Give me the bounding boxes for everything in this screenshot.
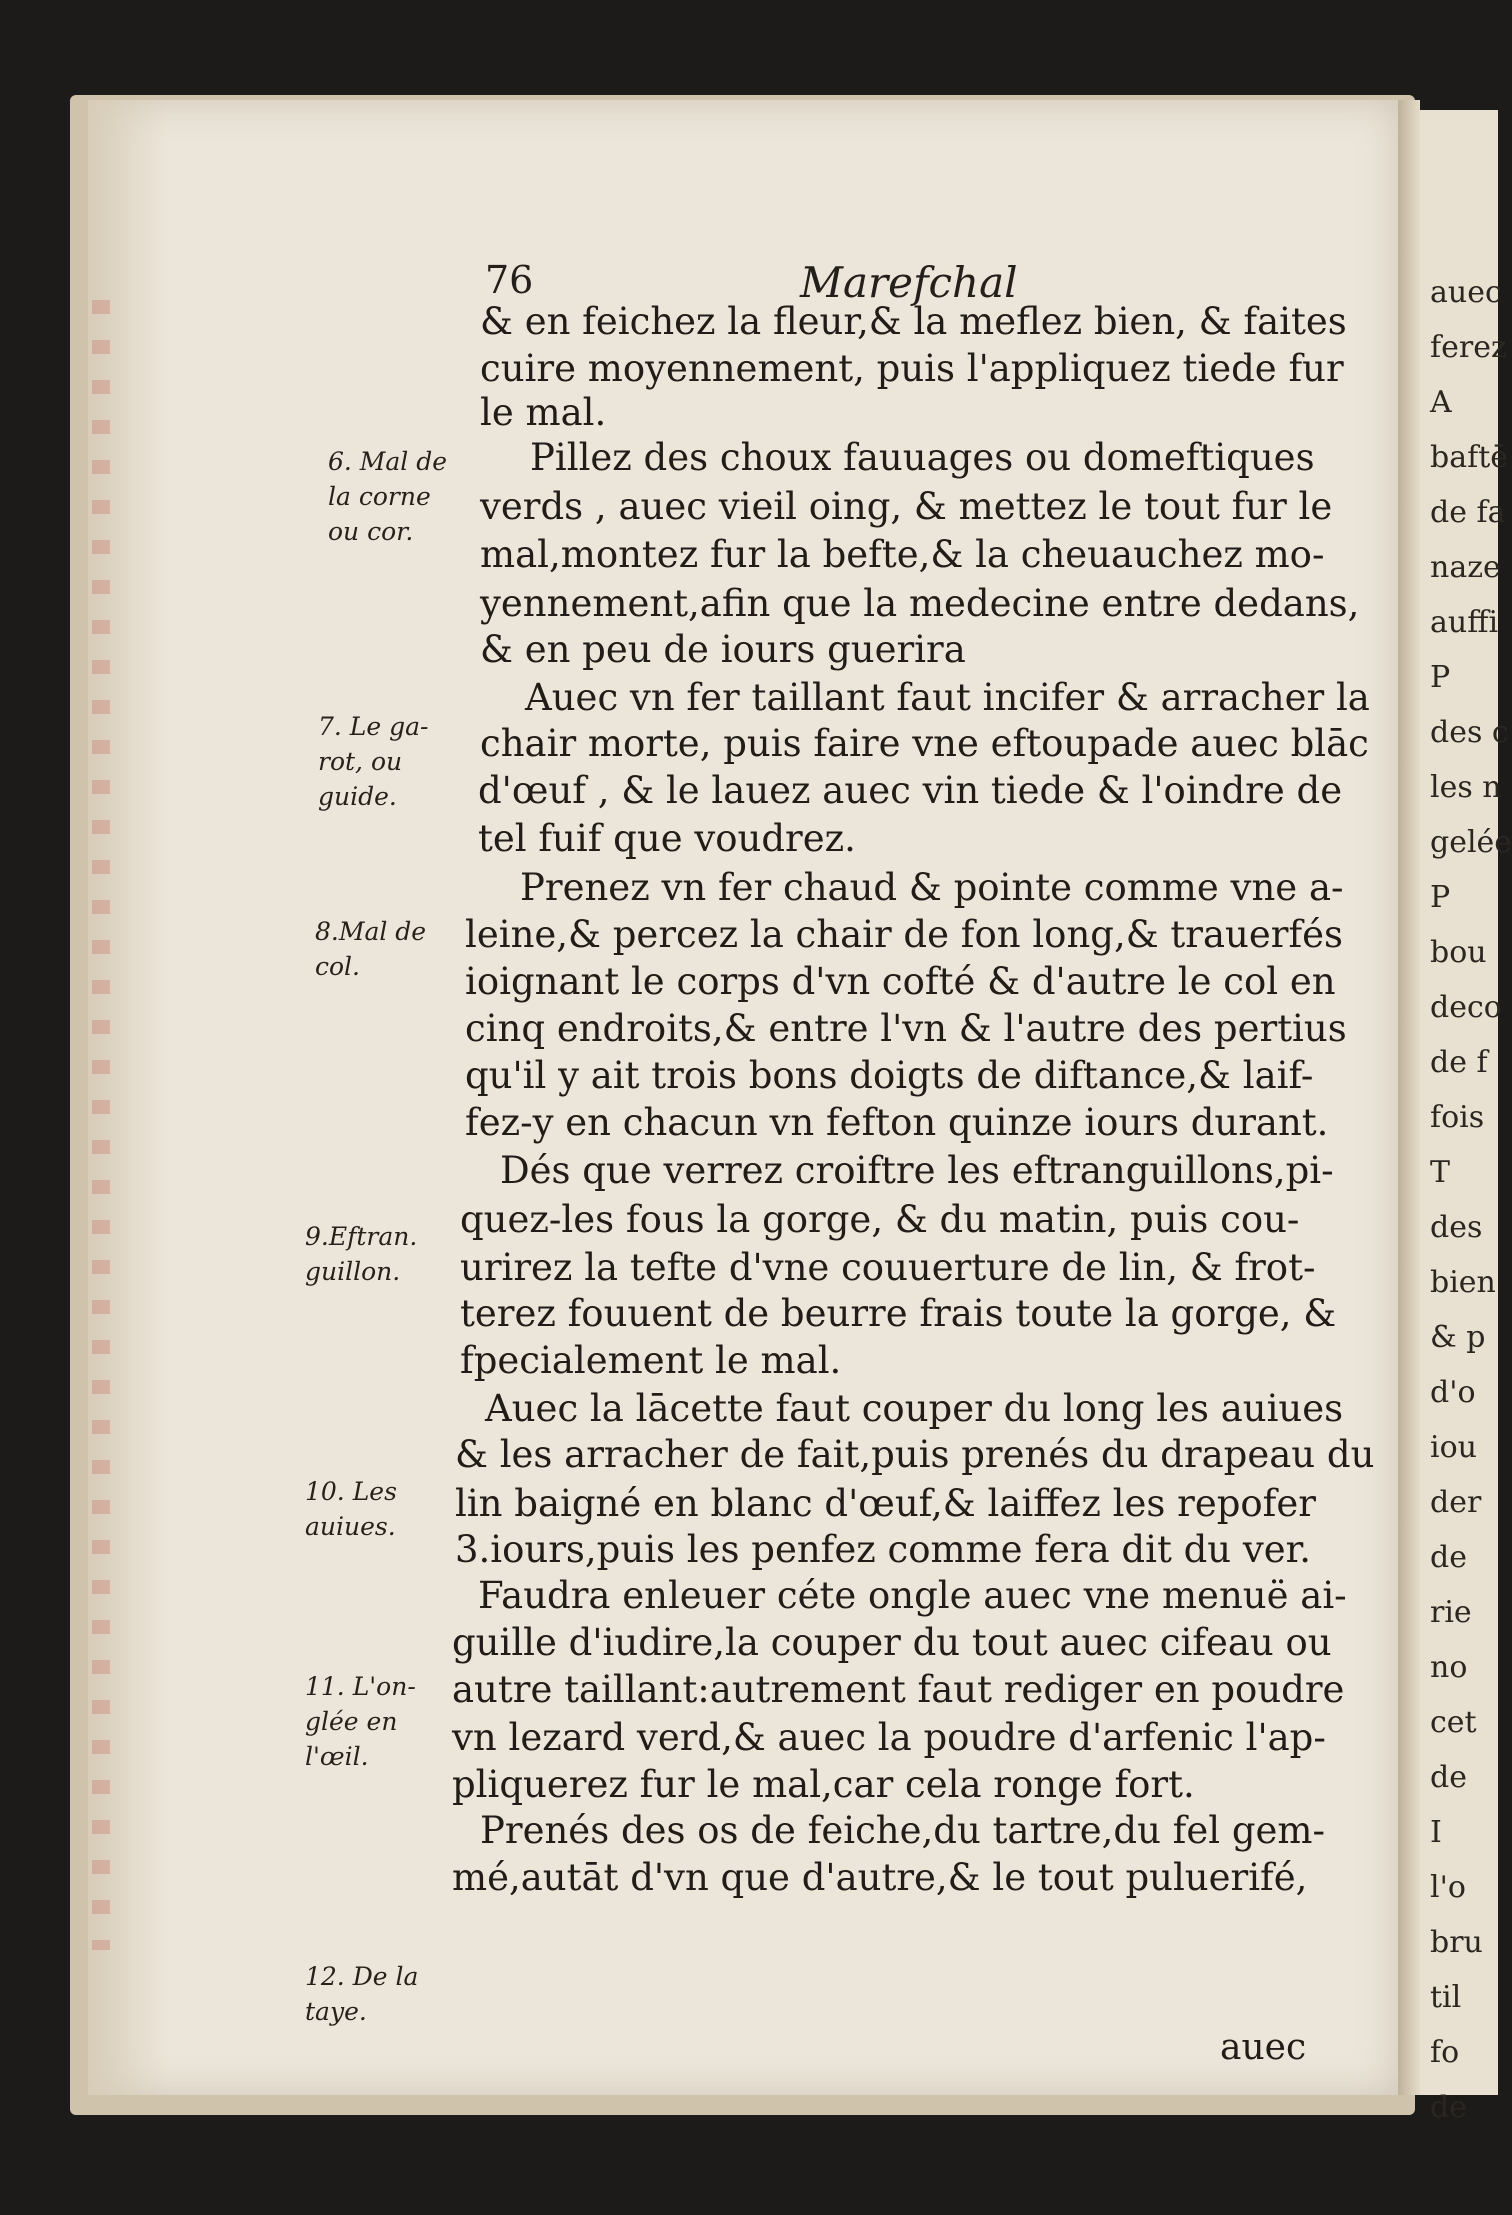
text-line: autre taillant:autrement faut rediger en poudre — [452, 1668, 1345, 1712]
next-page-text: & p — [1430, 1320, 1486, 1355]
next-page-text: l'o — [1430, 1870, 1466, 1905]
next-page-text: ferez — [1430, 330, 1507, 365]
next-page-text: de fa — [1430, 495, 1506, 530]
text-line: Prenez vn fer chaud & pointe comme vne a- — [520, 865, 1344, 909]
next-page-text: baftē — [1430, 440, 1509, 475]
next-page-text: deco — [1430, 990, 1502, 1025]
next-page-text: der — [1430, 1485, 1482, 1520]
margin-note: la corne — [328, 482, 431, 511]
margin-note: auiues. — [305, 1512, 396, 1541]
text-line: yennement,afin que la medecine entre dedans, — [480, 581, 1360, 625]
next-page-text: auec — [1430, 275, 1502, 310]
next-page-text: de — [1430, 2090, 1467, 2125]
margin-note: guide. — [318, 782, 397, 811]
text-line: 3.iours,puis les penfez comme fera dit du ver. — [455, 1527, 1312, 1571]
margin-note: 10. Les — [305, 1477, 397, 1506]
next-page-text: A — [1430, 385, 1452, 420]
text-line: Auec vn fer taillant faut incifer & arracher la — [525, 675, 1370, 719]
text-line: pliquerez fur le mal,car cela ronge fort. — [452, 1762, 1195, 1806]
next-page-text: I — [1430, 1815, 1442, 1850]
text-line: Pillez des choux fauuages ou domeftiques — [530, 436, 1315, 480]
next-page-text: no — [1430, 1650, 1468, 1685]
next-page-text: les n — [1430, 770, 1502, 805]
text-line: vn lezard verd,& auec la poudre d'arfenic l'ap- — [452, 1715, 1326, 1759]
text-line: qu'il y ait trois bons doigts de diftance,& laif- — [465, 1054, 1314, 1098]
text-line: & les arracher de fait,puis prenés du drapeau du — [455, 1433, 1375, 1477]
text-line: & en peu de iours guerira — [480, 628, 966, 672]
next-page-text: fo — [1430, 2035, 1460, 2070]
next-page-text: iou — [1430, 1430, 1477, 1465]
text-line: mal,montez fur la befte,& la cheuauchez mo- — [480, 533, 1325, 577]
text-line: le mal. — [480, 390, 607, 434]
next-page-text: T — [1430, 1155, 1451, 1190]
text-line: d'œuf , & le lauez auec vin tiede & l'oindre de — [478, 769, 1343, 813]
next-page-fragment — [1420, 110, 1512, 2125]
text-line: Dés que verrez croiftre les eftranguillons,pi- — [500, 1149, 1334, 1193]
next-page-text: de f — [1430, 1045, 1488, 1080]
text-line: verds , auec vieil oing, & mettez le tout fur le — [480, 484, 1333, 528]
text-line: cuire moyennement, puis l'appliquez tiede fur — [480, 346, 1344, 390]
running-title: Marefchal — [800, 258, 1018, 307]
red-page-edge — [92, 300, 110, 1950]
text-line: leine,& percez la chair de fon long,& trauerfés — [465, 913, 1344, 957]
next-page-text: des c — [1430, 715, 1509, 750]
margin-note: 9.Eftran. — [305, 1222, 418, 1251]
text-line: quez-les fous la gorge, & du matin, puis cou- — [460, 1197, 1300, 1241]
catchword: auec — [1220, 2027, 1307, 2068]
margin-note: 11. L'on- — [305, 1672, 416, 1701]
next-page-text: rie — [1430, 1595, 1472, 1630]
next-page-text: naze — [1430, 550, 1501, 585]
text-line: lin baigné en blanc d'œuf,& laiffez les repofer — [455, 1481, 1316, 1525]
text-line: fez-y en chacun vn fefton quinze iours durant. — [465, 1100, 1329, 1144]
next-page-text: d'o — [1430, 1375, 1476, 1410]
next-page-text: gelée — [1430, 825, 1512, 860]
margin-note: col. — [315, 952, 360, 981]
next-page-text: cet — [1430, 1705, 1477, 1740]
text-line: & en feichez la fleur,& la meflez bien, & faites — [480, 300, 1347, 343]
next-page-text: des — [1430, 1210, 1483, 1245]
next-page-text: bru — [1430, 1925, 1483, 1960]
next-page-text: bien — [1430, 1265, 1496, 1300]
margin-note: 12. De la — [305, 1962, 419, 1991]
next-page-text: P — [1430, 660, 1451, 695]
next-page-text: de — [1430, 1760, 1467, 1795]
next-page-text: auffi — [1430, 605, 1499, 640]
page-number: 76 — [485, 258, 534, 302]
margin-note: glée en — [305, 1707, 398, 1736]
text-line: tel fuif que voudrez. — [478, 816, 856, 860]
text-line: terez fouuent de beurre frais toute la gorge, & — [460, 1291, 1337, 1335]
text-line: Faudra enleuer céte ongle auec vne menuë ai- — [478, 1574, 1347, 1618]
text-line: cinq endroits,& entre l'vn & l'autre des pertius — [465, 1006, 1347, 1050]
next-page-text: de — [1430, 1540, 1467, 1575]
next-page-text: bou — [1430, 935, 1487, 970]
text-line: Auec la lācette faut couper du long les auiues — [485, 1386, 1344, 1430]
next-page-text: til — [1430, 1980, 1462, 2015]
book-gutter — [1398, 100, 1420, 2095]
margin-note: taye. — [305, 1997, 367, 2026]
text-line: chair morte, puis faire vne eftoupade auec blāc — [480, 722, 1369, 766]
text-line: Prenés des os de feiche,du tartre,du fel gem- — [480, 1809, 1326, 1853]
margin-note: 6. Mal de — [328, 447, 448, 476]
text-line: guille d'iudire,la couper du tout auec cifeau ou — [452, 1620, 1332, 1664]
margin-note: ou cor. — [328, 517, 414, 546]
next-page-text: fois — [1430, 1100, 1485, 1135]
next-page-text: P — [1430, 880, 1451, 915]
margin-note: l'œil. — [305, 1742, 369, 1771]
margin-note: rot, ou — [318, 747, 403, 776]
margin-note: 7. Le ga- — [318, 712, 429, 741]
margin-note: 8.Mal de — [315, 917, 427, 946]
text-line: fpecialement le mal. — [460, 1339, 842, 1383]
text-line: urirez la tefte d'vne couuerture de lin, & frot- — [460, 1246, 1316, 1289]
text-line: ioignant le corps d'vn cofté & d'autre le col en — [465, 960, 1336, 1003]
margin-note: guillon. — [305, 1257, 401, 1286]
text-line: mé,autāt d'vn que d'autre,& le tout puluerifé, — [452, 1855, 1308, 1899]
